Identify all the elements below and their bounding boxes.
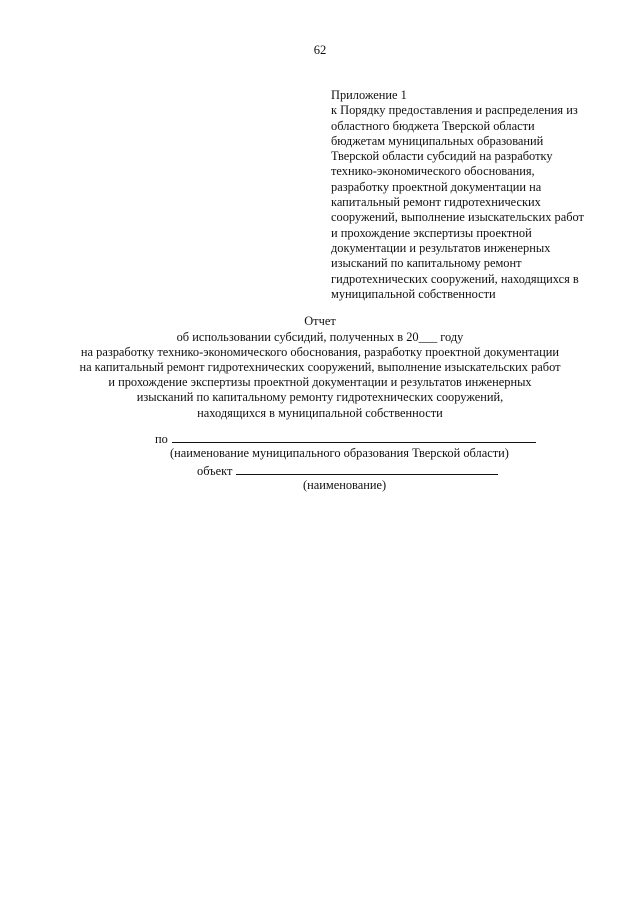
object-caption: (наименование) xyxy=(303,478,387,492)
municipality-label: по xyxy=(155,432,168,446)
appendix-line: технико-экономического обоснования, xyxy=(331,164,535,179)
object-row xyxy=(197,462,498,478)
object-label: объект xyxy=(197,464,233,478)
appendix-line: документации и результатов инженерных xyxy=(331,240,551,255)
appendix-header xyxy=(331,88,621,302)
appendix-line: к Порядку предоставления и распределения из xyxy=(331,103,578,118)
report-subtitle-line: на разработку технико-экономического обоснования, разработку проектной документации xyxy=(80,344,560,359)
report-subtitle-line: находящихся в муниципальной собственности xyxy=(197,405,443,420)
appendix-line: и прохождение экспертизы проектной xyxy=(331,225,532,240)
appendix-line: Приложение 1 xyxy=(331,88,407,102)
appendix-line: областного бюджета Тверской области xyxy=(331,118,535,133)
appendix-line: изысканий по капитальному ремонт xyxy=(331,256,522,271)
report-subtitle-line: и прохождение экспертизы проектной документации и результатов инженерных xyxy=(108,375,532,390)
report-title: Отчет xyxy=(304,314,336,328)
object-blank-line[interactable] xyxy=(236,462,498,475)
report-subtitle-line: изысканий по капитальному ремонту гидротехнических сооружений, xyxy=(136,390,504,405)
appendix-line: гидротехнических сооружений, находящихся в xyxy=(331,271,579,286)
appendix-line: разработку проектной документации на xyxy=(331,179,542,194)
municipality-blank-line[interactable] xyxy=(172,430,536,443)
municipality-caption: (наименование муниципального образования Тверской области) xyxy=(170,446,509,460)
appendix-line: капитальный ремонт гидротехнических xyxy=(331,195,541,210)
appendix-line: муниципальной собственности xyxy=(331,286,496,301)
report-subtitle-line: об использовании субсидий, полученных в 20___ году xyxy=(176,329,464,344)
page-number: 62 xyxy=(313,43,327,57)
report-subtitle-line: на капитальный ремонт гидротехнических сооружений, выполнение изыскательских работ xyxy=(79,360,561,375)
appendix-line: бюджетам муниципальных образований xyxy=(331,133,544,148)
appendix-line: Тверской области субсидий на разработку xyxy=(331,149,553,164)
report-heading xyxy=(0,314,640,421)
municipality-row xyxy=(155,430,536,446)
appendix-line: сооружений, выполнение изыскательских работ xyxy=(331,210,584,225)
